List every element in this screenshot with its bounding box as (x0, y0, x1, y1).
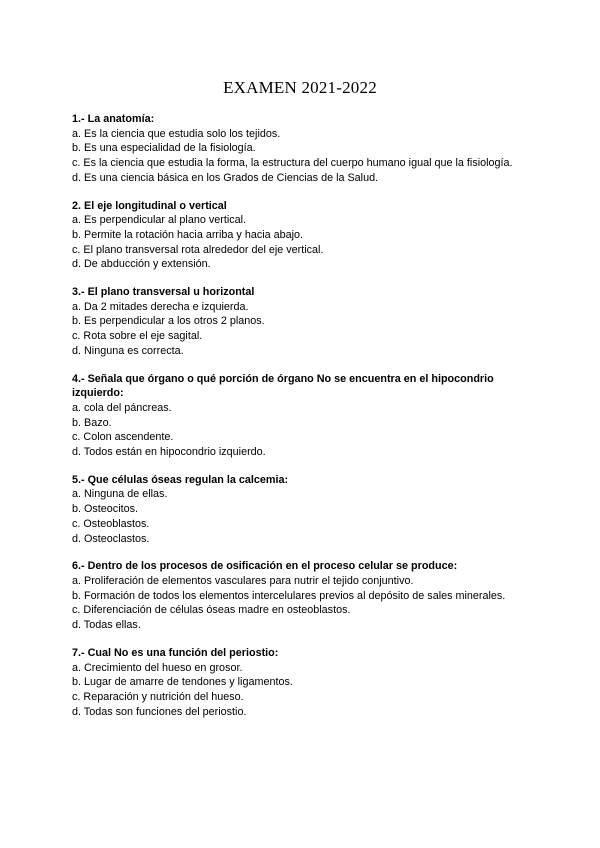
answer-option: b. Es perpendicular a los otros 2 planos. (72, 315, 265, 328)
answer-option: b. Permite la rotación hacia arriba y hacia abajo. (72, 228, 304, 241)
answer-option: c. Colon ascendente. (72, 431, 174, 444)
answer-option: a. Ninguna de ellas. (72, 488, 168, 501)
answer-option: b. Formación de todos los elementos intercelulares previos al depósito de sales minerales. (72, 589, 506, 602)
answer-option: b. Bazo. (72, 416, 112, 429)
answer-option: a. Es perpendicular al plano vertical. (72, 214, 247, 227)
question-title: 6.- Dentro de los procesos de osificación en el proceso celular se produce: (72, 560, 458, 573)
answer-option: d. Es una ciencia básica en los Grados de Ciencias de la Salud. (72, 171, 379, 184)
answer-option: c. El plano transversal rota alrededor del eje vertical. (72, 243, 324, 256)
question-block (72, 646, 542, 720)
question-block (72, 372, 542, 460)
question-block (72, 473, 542, 547)
answer-option: d. De abducción y extensión. (72, 258, 211, 271)
answer-option: d. Todas son funciones del periostio. (72, 705, 247, 718)
question-title: 1.- La anatomía: (72, 113, 155, 125)
answer-option: a. Crecimiento del hueso en grosor. (72, 661, 243, 674)
answer-option: d. Ninguna es correcta. (72, 344, 184, 357)
answer-option: b. Lugar de amarre de tendones y ligamentos. (72, 676, 293, 689)
answer-option: a. Proliferación de elementos vasculares para nutrir el tejido conjuntivo. (72, 574, 414, 587)
question-block (72, 285, 542, 359)
question-block (72, 112, 542, 186)
answer-option: a. cola del páncreas. (72, 401, 172, 414)
exam-title: EXAMEN 2021-2022 (223, 78, 377, 97)
question-title: 4.- Señala que órgano o qué porción de órgano No se encuentra en el hipocondrio izquierdo: (72, 372, 494, 400)
answer-option: d. Todos están en hipocondrio izquierdo. (72, 446, 266, 459)
question-block (72, 199, 542, 273)
answer-option: c. Es la ciencia que estudia la forma, la estructura del cuerpo humano igual que la fisiología. (72, 157, 513, 170)
question-title: 5.- Que células óseas regulan la calcemia: (72, 473, 289, 486)
answer-option: d. Osteoclastos. (72, 532, 150, 545)
question-title: 2. El eje longitudinal o vertical (72, 199, 227, 212)
answer-option: b. Es una especialidad de la fisiología. (72, 142, 256, 155)
answer-option: d. Todas ellas. (72, 619, 141, 632)
answer-option: c. Osteoblastos. (72, 517, 150, 530)
question-list (72, 112, 542, 732)
answer-option: a. Es la ciencia que estudia solo los tejidos. (72, 127, 281, 140)
answer-option: c. Diferenciación de células óseas madre en osteoblastos. (72, 604, 351, 617)
answer-option: c. Rota sobre el eje sagital. (72, 330, 203, 343)
answer-option: c. Reparación y nutrición del hueso. (72, 690, 244, 703)
question-block (72, 559, 542, 633)
answer-option: a. Da 2 mitades derecha e izquierda. (72, 300, 249, 313)
answer-option: b. Osteocitos. (72, 503, 139, 516)
question-title: 7.- Cual No es una función del periostio: (72, 646, 279, 659)
question-title: 3.- El plano transversal u horizontal (72, 286, 255, 299)
